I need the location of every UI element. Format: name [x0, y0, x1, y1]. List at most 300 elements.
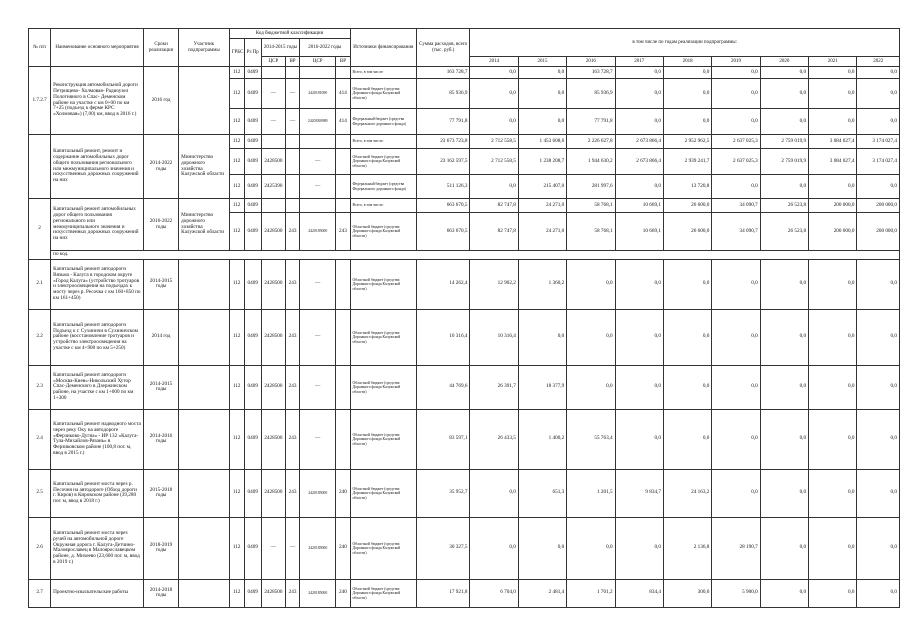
cell-grbs: 112 [229, 213, 244, 251]
cell-vr1: — [285, 517, 299, 579]
cell-year: 1 238 208,7 [518, 149, 566, 175]
row-term: 2016-2022 годы [143, 199, 178, 251]
cell-year: 0,0 [857, 409, 900, 469]
cell-rzpr: 0409 [244, 517, 261, 579]
cell-year: 0,0 [809, 259, 857, 309]
cell-year: 26 391,7 [470, 365, 518, 409]
cell-year: 13 720,8 [663, 175, 711, 199]
cell-year: 0,0 [567, 365, 615, 409]
cell-vr2 [336, 67, 350, 79]
cell-year: 2 952 962,5 [663, 135, 711, 149]
cell-source: Федеральный бюджет (средства Федерального дорожного фонда) [350, 109, 417, 135]
cell-vr1: 243 [285, 409, 299, 469]
row-name: Реконструкция автомобильной дороги Петрищево- Холмовая- Радиоузел Полотняного в Спас- Деменском районе на участке с км 0+00 по км 7+25 (подъезд к ферме КРС «Холмовая») (7,00) км, ввод в 2016 г.) [51, 67, 144, 135]
cell-vr1: 243 [285, 469, 299, 517]
header-year: 2019 [712, 57, 760, 67]
cell-year: 2 226 627,8 [567, 135, 615, 149]
row-note: по код. [51, 251, 900, 260]
cell-rzpr: 0409 [244, 135, 261, 149]
row-name: Капитальный ремонт, ремонт и содержание автомобильных дорог общего пользования регионального или межмуниципального значения и искусственных дорожных сооружений на них [51, 135, 144, 199]
cell-year: 0,0 [857, 469, 900, 517]
cell-year: 26 600,0 [663, 213, 711, 251]
row-name: Капитальный ремонт моста через р. Песочня на автодороге (Обход дороги г. Киров) в Кировском районе (39,280 пог. м, ввод в 2018 г.) [51, 469, 144, 517]
cell-year: 0,0 [615, 109, 663, 135]
cell-year: 200 000,0 [857, 199, 900, 213]
cell-grbs: 112 [229, 175, 244, 199]
cell-year: 0,0 [809, 309, 857, 365]
cell-year: 0,0 [760, 79, 808, 109]
cell-source: Областной бюджет (средства Дорожного фонда Калужской области) [350, 365, 417, 409]
cell-year: 0,0 [518, 79, 566, 109]
cell-year: 0,0 [809, 579, 857, 607]
cell-vr2: 414 [336, 79, 350, 109]
cell-year: 1 453 608,6 [518, 135, 566, 149]
cell-csr1: 2428500 [261, 259, 285, 309]
cell-year: 3 084 027,4 [809, 149, 857, 175]
row-participants [179, 309, 229, 365]
cell-vr2: 240 [336, 469, 350, 517]
header-total: Сумма расходов, всего (тыс. руб.) [417, 29, 470, 67]
cell-year: 1 201,5 [567, 469, 615, 517]
cell-year: 1 944 630,2 [567, 149, 615, 175]
row-name: Капитальный ремонт моста через ручей на автомобильной дороге Окружная дорога г. Калуга-Детчино-Малоярославец в Малоярославецком районе, д. Михеево (23,600 пог. м, ввод в 2019 г.) [51, 517, 144, 579]
cell-total: 77 791,8 [417, 109, 470, 135]
cell-vr2 [336, 259, 350, 309]
header-csr-2: ЦСР [300, 57, 336, 67]
cell-csr1: 2425390 [261, 175, 285, 199]
cell-year: 0,0 [567, 259, 615, 309]
cell-year: 0,0 [760, 259, 808, 309]
cell-year: 0,0 [518, 109, 566, 135]
cell-year: 0,0 [470, 67, 518, 79]
cell-year: 0,0 [760, 365, 808, 409]
cell-rzpr: 0409 [244, 149, 261, 175]
cell-year: 281 997,6 [567, 175, 615, 199]
cell-csr2: — [300, 259, 336, 309]
cell-source: Областной бюджет (средства Дорожного фонда Калужской области) [350, 149, 417, 175]
table-row [29, 579, 900, 607]
header-year: 2015 [518, 57, 566, 67]
cell-year: 200 000,0 [857, 213, 900, 251]
table-row [29, 199, 900, 213]
cell-grbs: 112 [229, 579, 244, 607]
cell-year: 34 090,7 [712, 199, 760, 213]
cell-grbs: 112 [229, 409, 244, 469]
cell-year: 3 174 027,4 [857, 135, 900, 149]
header-vr-1: ВР [285, 57, 299, 67]
cell-csr2: 2420185000 [300, 213, 336, 251]
row-participants [179, 517, 229, 579]
cell-total: 10 316,4 [417, 309, 470, 365]
cell-year: 0,0 [663, 109, 711, 135]
table-row [29, 259, 900, 309]
cell-csr2 [300, 67, 336, 79]
cell-csr1: 2428500 [261, 579, 285, 607]
cell-year: 0,0 [712, 109, 760, 135]
cell-source: Всего, в том числе: [350, 199, 417, 213]
header-term: Сроки реализации [143, 29, 178, 67]
cell-year: 77 791,8 [567, 109, 615, 135]
cell-year: 26 433,5 [470, 409, 518, 469]
table-row [29, 251, 900, 260]
cell-vr1: 243 [285, 579, 299, 607]
cell-year: 0,0 [712, 409, 760, 469]
row-num: 1.7.2.7 [29, 67, 51, 135]
row-term: 2014-2022 годы [143, 135, 178, 199]
cell-vr2 [336, 409, 350, 469]
cell-csr2: — [300, 409, 336, 469]
cell-year: 34 090,7 [712, 213, 760, 251]
cell-total: 14 262,4 [417, 259, 470, 309]
cell-vr1: 243 [285, 309, 299, 365]
cell-vr1 [285, 67, 299, 79]
cell-source: Областной бюджет (средства Дорожного фонда Калужской области) [350, 259, 417, 309]
cell-vr1: 243 [285, 213, 299, 251]
cell-year: 26 523,8 [760, 199, 808, 213]
cell-year: 2 712 558,5 [470, 149, 518, 175]
cell-vr2 [336, 365, 350, 409]
cell-year: 28 190,7 [712, 517, 760, 579]
cell-grbs: 112 [229, 469, 244, 517]
cell-year: 0,0 [712, 79, 760, 109]
cell-year: 0,0 [760, 469, 808, 517]
cell-year: 85 936,9 [567, 79, 615, 109]
cell-vr2 [336, 135, 350, 149]
cell-vr2: 414 [336, 109, 350, 135]
cell-csr1 [261, 67, 285, 79]
cell-csr2: — [300, 309, 336, 365]
row-participants [179, 469, 229, 517]
cell-year: 0,0 [760, 67, 808, 79]
header-year: 2014 [470, 57, 518, 67]
cell-rzpr: 0409 [244, 79, 261, 109]
cell-grbs: 112 [229, 259, 244, 309]
cell-year: 55 763,4 [567, 409, 615, 469]
row-num: 2.1 [29, 259, 51, 309]
header-num: № п/п [29, 29, 51, 67]
cell-year: 834,4 [615, 579, 663, 607]
cell-source: Областной бюджет (средства Дорожного фонда Калужской области) [350, 213, 417, 251]
cell-csr2 [300, 135, 336, 149]
cell-year: 58 768,1 [567, 213, 615, 251]
cell-rzpr: 0409 [244, 309, 261, 365]
table-row [29, 517, 900, 579]
header-by-years: в том числе по годам реализации подпрограммы: [470, 29, 900, 57]
cell-vr1 [285, 199, 299, 213]
cell-year: 0,0 [857, 109, 900, 135]
cell-total: 23 162 597,5 [417, 149, 470, 175]
cell-year: 0,0 [857, 579, 900, 607]
cell-total: 163 728,7 [417, 67, 470, 79]
row-name: Проектно-изыскательские работы [51, 579, 144, 607]
cell-vr1 [285, 135, 299, 149]
cell-csr2: — [300, 175, 336, 199]
cell-csr1: 2428500 [261, 365, 285, 409]
row-num: 2.2 [29, 309, 51, 365]
cell-year: 0,0 [663, 365, 711, 409]
header-rzpr: Рз Пр [244, 39, 261, 67]
cell-year: 2 673 866,4 [615, 149, 663, 175]
cell-rzpr: 0409 [244, 409, 261, 469]
cell-source: Областной бюджет (средства Дорожного фонда Калужской области) [350, 579, 417, 607]
cell-year: 3 174 027,4 [857, 149, 900, 175]
header-year: 2017 [615, 57, 663, 67]
cell-year: 0,0 [712, 309, 760, 365]
cell-year: 82 747,8 [470, 199, 518, 213]
cell-total: 663 670,5 [417, 213, 470, 251]
cell-year: 0,0 [615, 365, 663, 409]
cell-vr2 [336, 149, 350, 175]
cell-source: Областной бюджет (средства Дорожного фонда Калужской области) [350, 309, 417, 365]
cell-year: 0,0 [809, 67, 857, 79]
cell-rzpr: 0409 [244, 175, 261, 199]
cell-year: 5 900,0 [712, 579, 760, 607]
header-vr-2: ВР [336, 57, 350, 67]
cell-year: 2 939 241,7 [663, 149, 711, 175]
cell-year: 10 669,1 [615, 199, 663, 213]
cell-year: 0,0 [760, 309, 808, 365]
cell-total: 663 670,5 [417, 199, 470, 213]
cell-year: 0,0 [470, 109, 518, 135]
cell-total: 85 936,9 [417, 79, 470, 109]
cell-csr2 [300, 199, 336, 213]
row-participants [179, 579, 229, 607]
cell-year: 0,0 [857, 365, 900, 409]
cell-rzpr: 0409 [244, 109, 261, 135]
cell-year: 0,0 [470, 469, 518, 517]
cell-year: 0,0 [809, 517, 857, 579]
cell-rzpr: 0409 [244, 199, 261, 213]
cell-source: Всего, в том числе: [350, 135, 417, 149]
cell-vr2: 240 [336, 517, 350, 579]
cell-total: 44 769,6 [417, 365, 470, 409]
cell-grbs: 112 [229, 365, 244, 409]
row-term: 2014-2015 годы [143, 365, 178, 409]
table-row [29, 135, 900, 149]
header-year: 2021 [809, 57, 857, 67]
row-name: Капитальный ремонт автодороги Подъезд к г. Сухиничи в Сухиничском районе (восстановление тротуаров и устройство электроосвещения на участке с км 4+900 по км 5+250) [51, 309, 144, 365]
cell-year: 651,3 [518, 469, 566, 517]
budget-table [28, 28, 900, 608]
cell-year: 0,0 [809, 109, 857, 135]
row-participants [179, 67, 229, 135]
cell-csr1: 2428500 [261, 469, 285, 517]
cell-source: Областной бюджет (средства Дорожного фонда Калужской области) [350, 409, 417, 469]
cell-source: Областной бюджет (средства Дорожного фонда Калужской области) [350, 517, 417, 579]
cell-vr2 [336, 175, 350, 199]
cell-year: 0,0 [712, 469, 760, 517]
cell-year: 2 712 558,5 [470, 135, 518, 149]
cell-grbs: 112 [229, 517, 244, 579]
header-participants: Участник подпрограммы [179, 29, 229, 67]
cell-grbs: 112 [229, 79, 244, 109]
cell-csr1: — [261, 109, 285, 135]
cell-year: 2 759 019,9 [760, 135, 808, 149]
cell-total: 23 673 723,8 [417, 135, 470, 149]
cell-year: 0,0 [809, 409, 857, 469]
cell-year: 26 600,0 [663, 199, 711, 213]
cell-year: 0,0 [809, 175, 857, 199]
cell-year: 0,0 [760, 579, 808, 607]
cell-year: 10 669,1 [615, 213, 663, 251]
cell-year: 0,0 [615, 67, 663, 79]
cell-csr1: — [261, 517, 285, 579]
cell-csr1: 2428500 [261, 309, 285, 365]
cell-year: 300,0 [663, 579, 711, 607]
cell-year: 0,0 [809, 365, 857, 409]
cell-vr2: 240 [336, 579, 350, 607]
row-num: 2.6 [29, 517, 51, 579]
cell-grbs: 112 [229, 149, 244, 175]
row-term: 2014-2016 годы [143, 409, 178, 469]
header-period-1: 2014-2015 годы [261, 39, 299, 57]
cell-source: Всего, в том числе: [350, 67, 417, 79]
cell-year: 0,0 [712, 259, 760, 309]
cell-total: 511 126,3 [417, 175, 470, 199]
row-num: 2.4 [29, 409, 51, 469]
cell-csr2: 2420185000 [300, 579, 336, 607]
cell-vr1 [285, 175, 299, 199]
cell-year: 0,0 [615, 259, 663, 309]
cell-year: 0,0 [615, 517, 663, 579]
row-name: Капитальный ремонт автомобильных дорог общего пользования регионального или межмуниципального значения и искусственных дорожных сооружений на них [51, 199, 144, 251]
row-term: 2014 год [143, 309, 178, 365]
cell-year: 26 523,8 [760, 213, 808, 251]
cell-rzpr: 0409 [244, 365, 261, 409]
table-row [29, 309, 900, 365]
cell-year: 0,0 [567, 309, 615, 365]
cell-year: 200 000,0 [809, 199, 857, 213]
cell-source: Федеральный бюджет (средства Федерального дорожного фонда) [350, 175, 417, 199]
cell-year: 6 704,0 [470, 579, 518, 607]
cell-year: 0,0 [857, 259, 900, 309]
cell-year: 2 637 025,3 [712, 149, 760, 175]
cell-year: 0,0 [857, 175, 900, 199]
cell-year: 0,0 [518, 517, 566, 579]
cell-year: 24 271,0 [518, 199, 566, 213]
cell-year: 24 163,2 [663, 469, 711, 517]
table-row [29, 469, 900, 517]
cell-year: 0,0 [857, 309, 900, 365]
cell-year: 0,0 [518, 67, 566, 79]
row-name: Капитальный ремонт надводного моста через реку Оку на автодороге «Ферзиково-Дугна» - ИР 132 «Калуга-Тула-Михайлов-Рязань» в Ферзиковском районе (100,8 пог. м, ввод в 2015 г.) [51, 409, 144, 469]
cell-year: 0,0 [663, 79, 711, 109]
cell-year: 0,0 [615, 175, 663, 199]
cell-vr1: — [285, 79, 299, 109]
cell-year: 12 902,2 [470, 259, 518, 309]
row-num: 2.3 [29, 365, 51, 409]
row-term: 2015-2018 годы [143, 469, 178, 517]
cell-year: 2 481,4 [518, 579, 566, 607]
cell-csr2: 24201R0980 [300, 109, 336, 135]
cell-year: 0,0 [470, 517, 518, 579]
cell-year: 58 768,1 [567, 199, 615, 213]
row-num [29, 135, 51, 199]
table-row [29, 67, 900, 79]
cell-rzpr: 0409 [244, 579, 261, 607]
cell-vr1: 243 [285, 365, 299, 409]
cell-year: 1 400,2 [518, 409, 566, 469]
header-name: Наименование основного мероприятия [51, 29, 144, 67]
cell-year: 0,0 [760, 109, 808, 135]
row-name: Капитальный ремонт автодороги Вязьма - Калуга в городском округе «Город Калуга» (устройство тротуаров и электроосвещения на подъездах к мосту через р. Ресочка с км 160+850 по км 161+450) [51, 259, 144, 309]
row-term: 2018-2019 годы [143, 517, 178, 579]
cell-source: Областной бюджет (средства Дорожного фонда Калужской области) [350, 79, 417, 109]
row-participants [179, 365, 229, 409]
row-participants [179, 259, 229, 309]
cell-rzpr: 0409 [244, 469, 261, 517]
cell-year: 0,0 [760, 409, 808, 469]
cell-year: 0,0 [615, 309, 663, 365]
cell-csr1 [261, 135, 285, 149]
cell-year: 0,0 [615, 79, 663, 109]
cell-year: 18 377,9 [518, 365, 566, 409]
cell-year: 0,0 [760, 517, 808, 579]
cell-year: 10 316,4 [470, 309, 518, 365]
cell-year: 0,0 [712, 175, 760, 199]
cell-vr1 [285, 149, 299, 175]
cell-year: 3 084 027,4 [809, 135, 857, 149]
row-num: 2 [29, 199, 51, 260]
cell-year: 0,0 [663, 409, 711, 469]
header-year: 2020 [760, 57, 808, 67]
cell-year: 0,0 [857, 67, 900, 79]
cell-csr1 [261, 199, 285, 213]
row-num: 2.5 [29, 469, 51, 517]
cell-grbs: 112 [229, 67, 244, 79]
header-budget-class: Код бюджетной классификации [229, 29, 350, 39]
row-participants: Министерство дорожного хозяйства Калужской области [179, 199, 229, 251]
cell-rzpr: 0409 [244, 259, 261, 309]
cell-vr1: 243 [285, 259, 299, 309]
cell-year: 215 407,0 [518, 175, 566, 199]
cell-vr2: 243 [336, 213, 350, 251]
cell-vr2 [336, 309, 350, 365]
cell-csr1: — [261, 79, 285, 109]
cell-csr2: 2420185000 [300, 517, 336, 579]
table-row [29, 409, 900, 469]
row-term: 2016 год [143, 67, 178, 135]
cell-csr2: — [300, 149, 336, 175]
row-term: 2014-2018 годы [143, 579, 178, 607]
header-period-2: 2016-2022 годы [300, 39, 350, 57]
cell-vr1: — [285, 109, 299, 135]
cell-grbs: 112 [229, 135, 244, 149]
cell-year: 0,0 [760, 175, 808, 199]
row-num: 2.7 [29, 579, 51, 607]
cell-total: 30 327,5 [417, 517, 470, 579]
cell-year: 82 747,8 [470, 213, 518, 251]
cell-csr1: 2428500 [261, 213, 285, 251]
cell-year: 0,0 [712, 67, 760, 79]
cell-year: 0,0 [857, 517, 900, 579]
cell-year: 1 360,2 [518, 259, 566, 309]
cell-rzpr: 0409 [244, 213, 261, 251]
cell-csr2: 2420181090 [300, 79, 336, 109]
cell-csr2: — [300, 365, 336, 409]
header-csr-1: ЦСР [261, 57, 285, 67]
cell-year: 0,0 [470, 175, 518, 199]
header-year: 2016 [567, 57, 615, 67]
cell-year: 2 637 025,3 [712, 135, 760, 149]
header-grbs: ГРБС [229, 39, 244, 67]
cell-year: 0,0 [857, 79, 900, 109]
cell-year: 0,0 [663, 259, 711, 309]
header-source: Источники финансирования [350, 29, 417, 67]
cell-year: 0,0 [712, 365, 760, 409]
cell-year: 9 834,7 [615, 469, 663, 517]
cell-csr1: 2428500 [261, 409, 285, 469]
